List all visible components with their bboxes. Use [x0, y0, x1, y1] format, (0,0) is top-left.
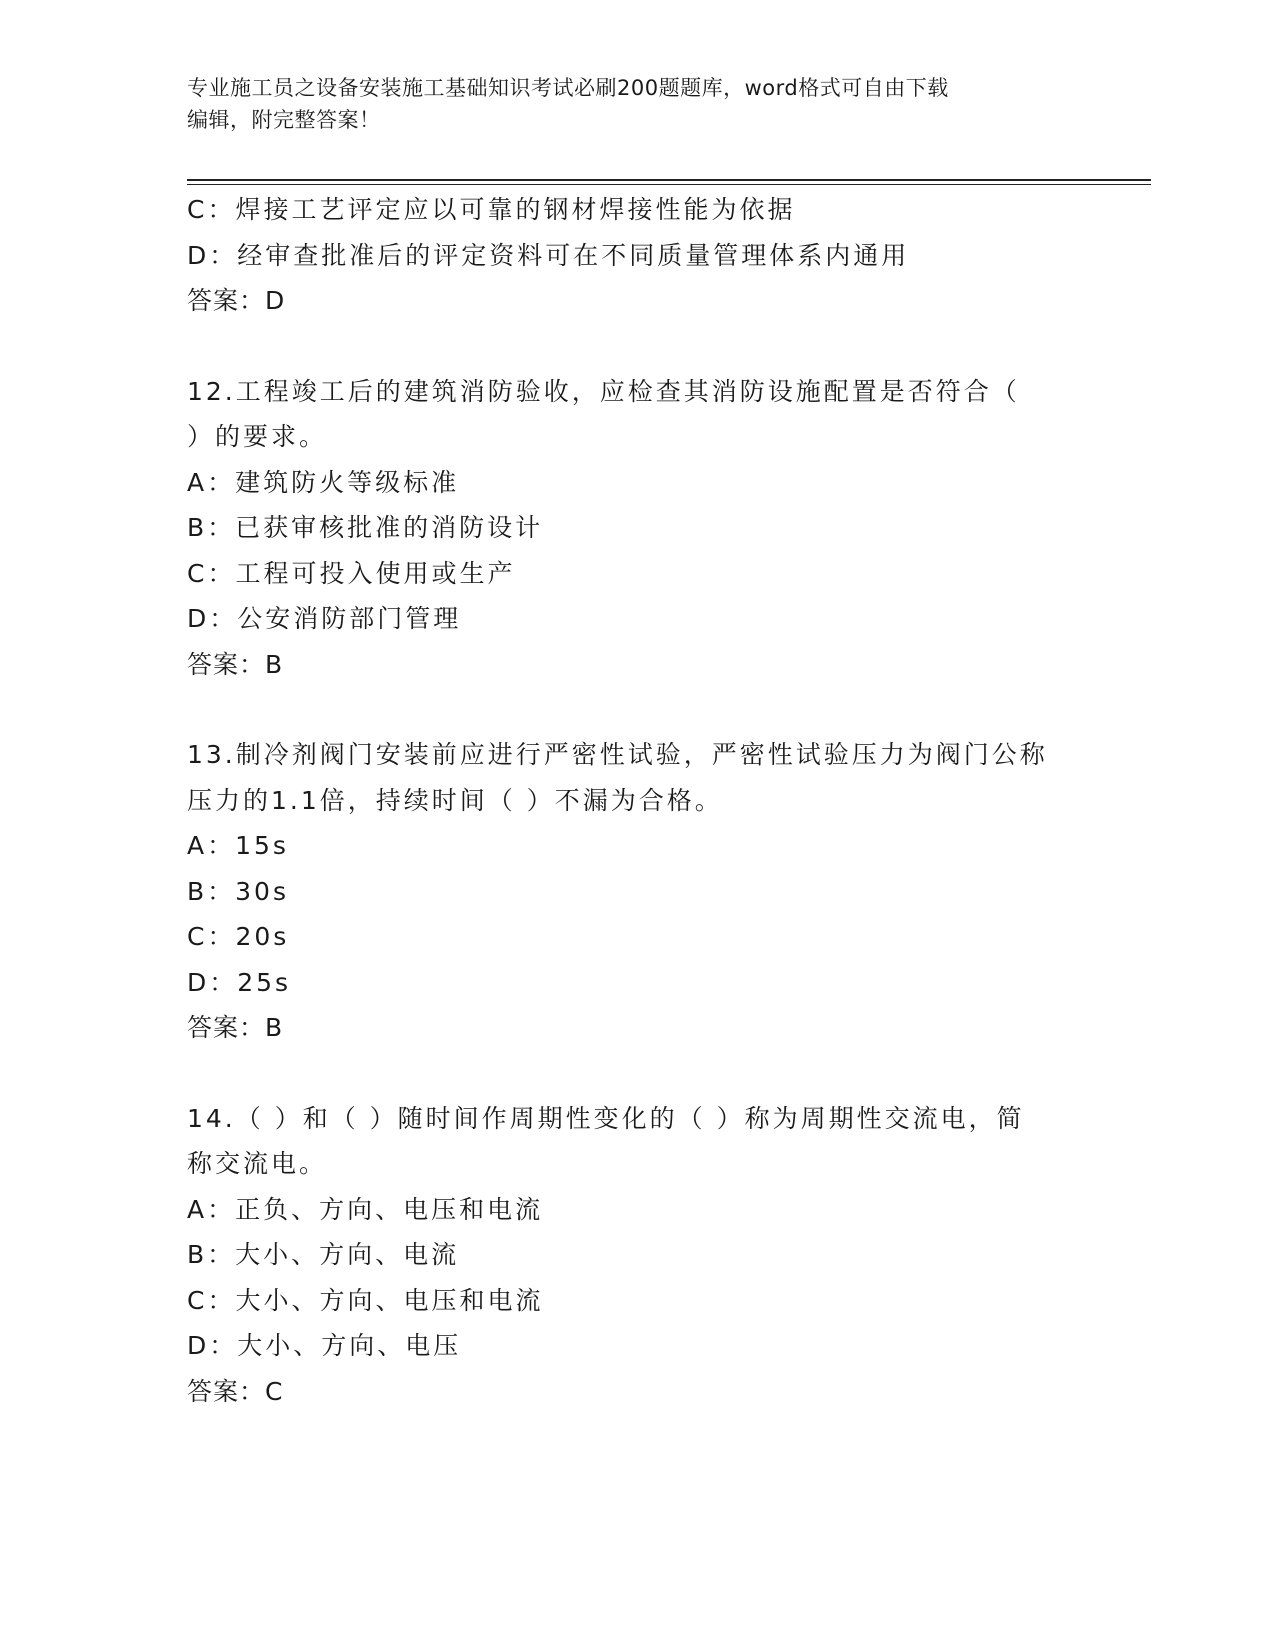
option-d: D：公安消防部门管理 — [187, 604, 462, 633]
option-a: A：建筑防火等级标准 — [187, 467, 460, 497]
option-d: D：25s — [187, 967, 292, 997]
answer: 答案：B — [187, 1013, 284, 1042]
option-d: D：大小、方向、电压 — [187, 1331, 462, 1360]
question-stem-cont: 压力的1.1倍，持续时间（ ）不漏为合格。 — [187, 785, 723, 815]
question-stem-cont: 称交流电。 — [187, 1149, 328, 1178]
header-line-2: 编辑，附完整答案！ — [187, 108, 381, 132]
option-b: B：已获审核批准的消防设计 — [187, 513, 544, 542]
spacer — [187, 324, 1087, 369]
header-line-1: 专业施工员之设备安装施工基础知识考试必刷200题题库，word格式可自由下载 — [187, 76, 949, 100]
question-stem-cont: ）的要求。 — [187, 422, 328, 451]
option-b: B：30s — [187, 876, 289, 906]
question-stem: 14.（ ）和（ ）随时间作周期性变化的（ ）称为周期性交流电，简 — [187, 1103, 1025, 1133]
option-d: D：经审查批准后的评定资料可在不同质量管理体系内通用 — [187, 240, 910, 270]
option-a: A：正负、方向、电压和电流 — [187, 1194, 544, 1224]
spacer — [187, 1051, 1087, 1096]
answer: 答案：D — [187, 286, 286, 315]
document-header — [187, 72, 1077, 136]
question-list — [187, 187, 1087, 1414]
option-b: B：大小、方向、电流 — [187, 1240, 460, 1269]
header-divider-thick — [187, 179, 1151, 181]
question-11-tail — [187, 187, 1087, 324]
option-a: A：15s — [187, 831, 289, 860]
answer: 答案：B — [187, 649, 284, 679]
question-stem: 12.工程竣工后的建筑消防验收，应检查其消防设施配置是否符合（ — [187, 376, 1020, 406]
option-c: C：工程可投入使用或生产 — [187, 558, 516, 588]
answer: 答案：C — [187, 1376, 284, 1406]
question-14 — [187, 1096, 1087, 1415]
header-divider-thin — [187, 184, 1151, 185]
option-c: C：大小、方向、电压和电流 — [187, 1285, 544, 1315]
option-c: C：焊接工艺评定应以可靠的钢材焊接性能为依据 — [187, 195, 796, 224]
spacer — [187, 687, 1087, 732]
question-12 — [187, 369, 1087, 688]
option-c: C：20s — [187, 922, 290, 951]
question-stem: 13.制冷剂阀门安装前应进行严密性试验，严密性试验压力为阀门公称 — [187, 740, 1048, 769]
question-13 — [187, 732, 1087, 1051]
